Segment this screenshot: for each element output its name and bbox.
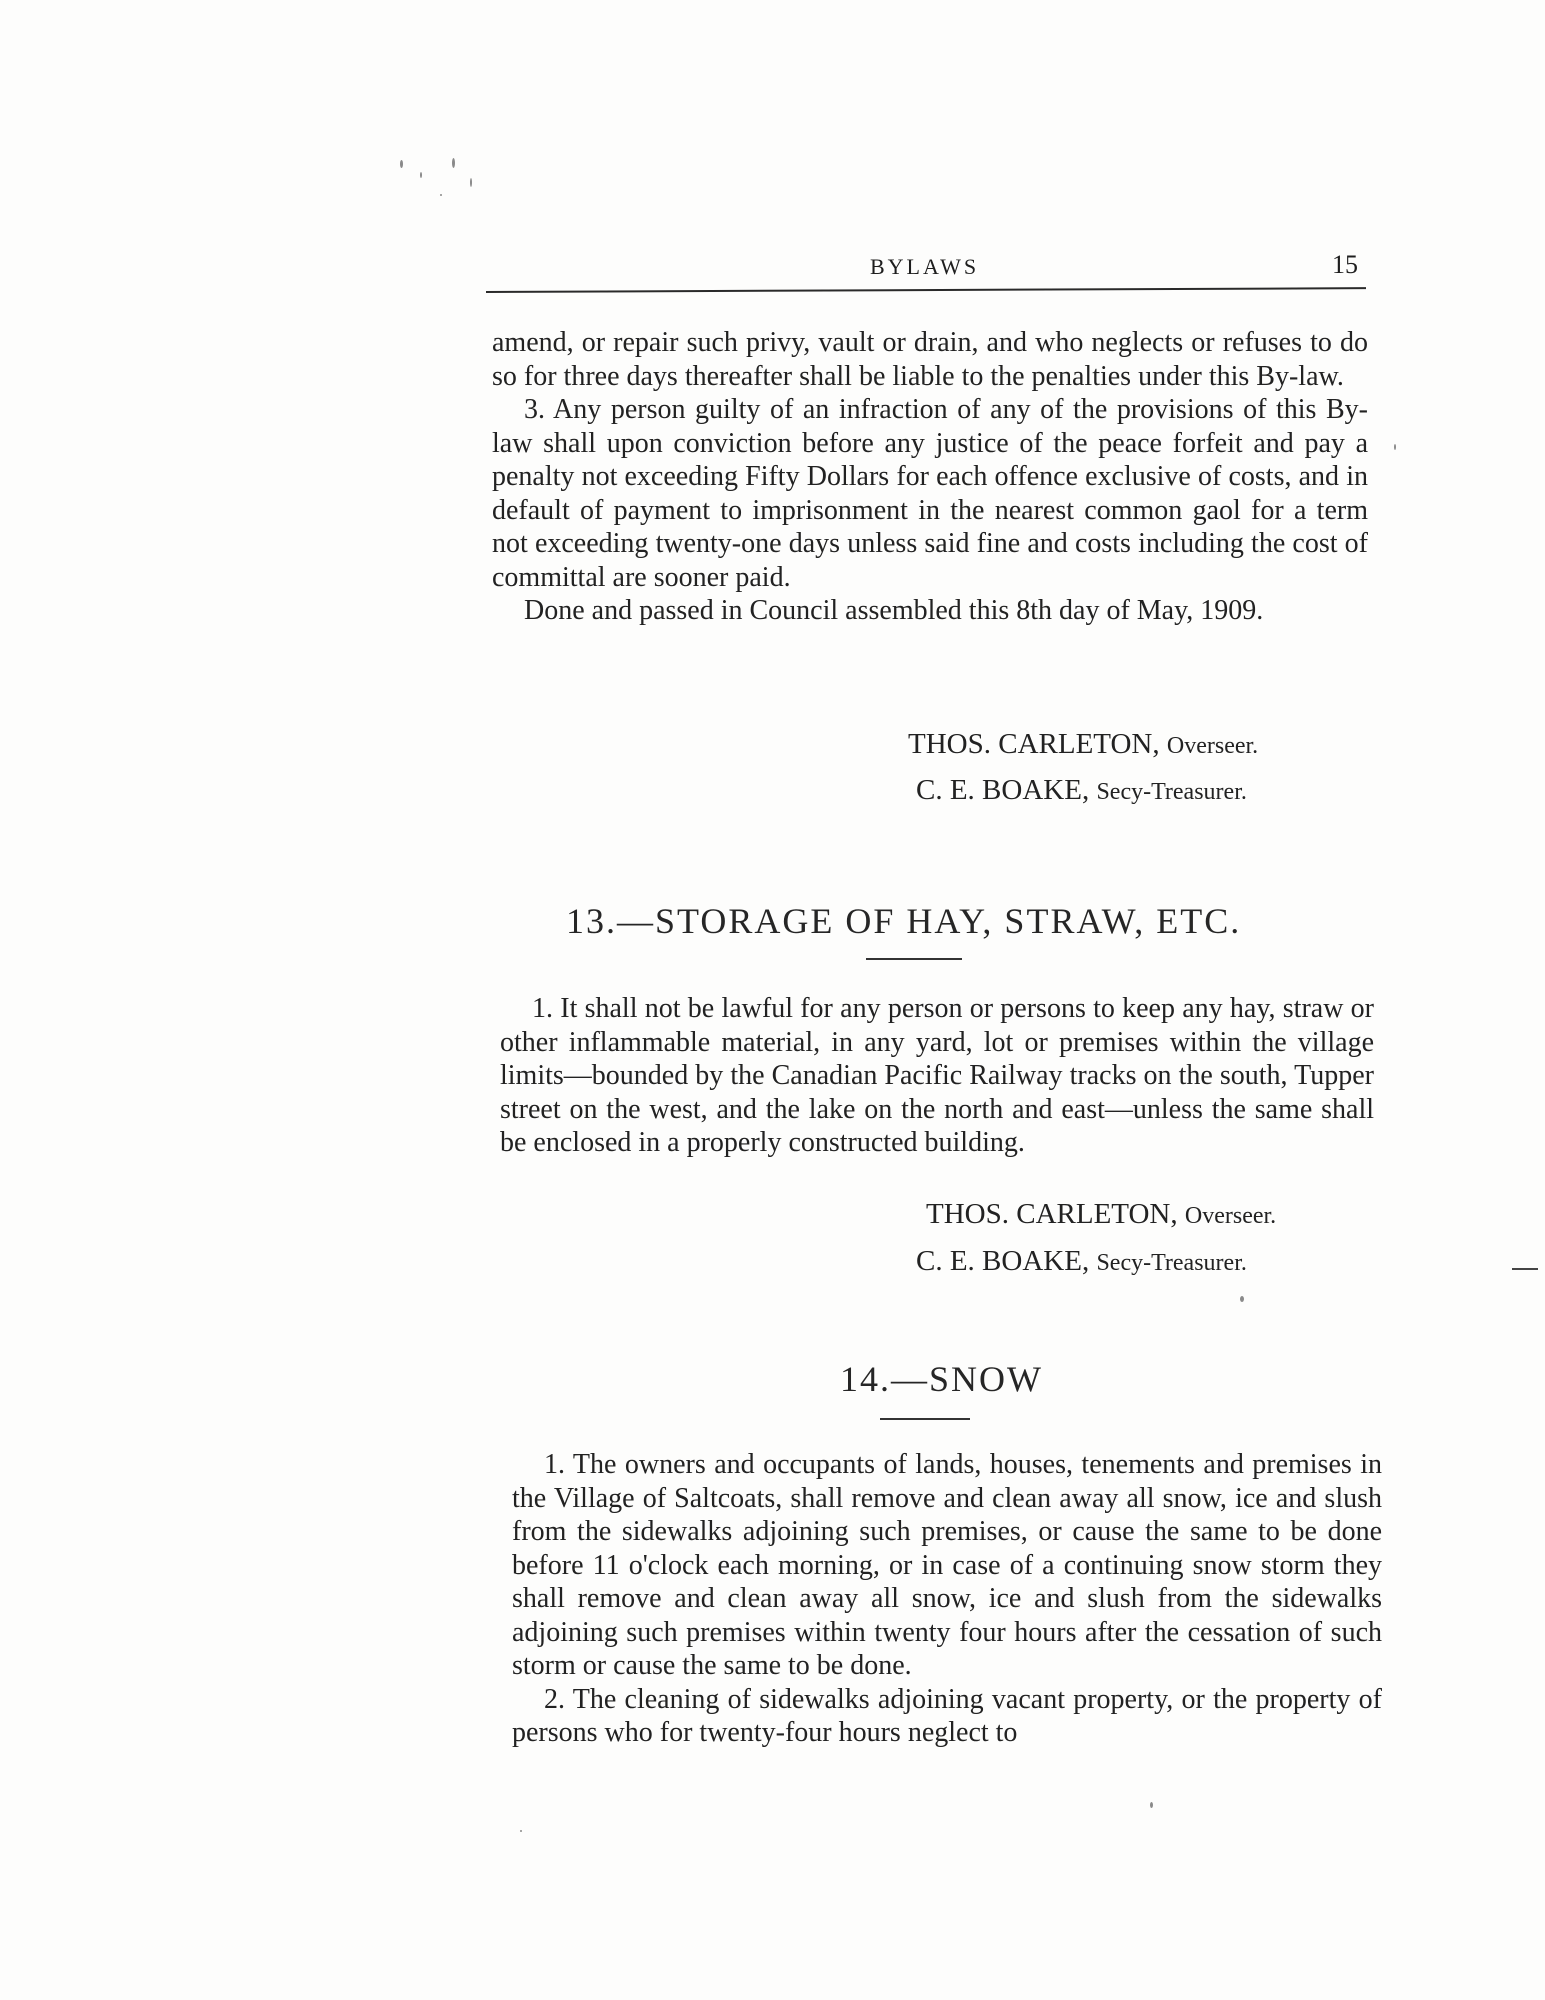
signature-name: THOS. CARLETON,: [926, 1198, 1178, 1230]
signature-name: C. E. BOAKE,: [916, 1245, 1090, 1277]
bylaw-12-passed-statement: Done and passed in Council assembled this 8th day of May, 1909.: [524, 595, 1264, 626]
bylaw-14-title: 14.—SNOW: [840, 1359, 1043, 1399]
signature-role: Overseer.: [1166, 733, 1259, 759]
page-number: 15: [1332, 250, 1358, 279]
scan-speck: [440, 194, 442, 196]
bylaw-13-signature-overseer: [926, 1196, 1276, 1234]
running-head: [486, 250, 1366, 290]
bylaw-14-para-1: 1. The owners and occupants of lands, houses, tenements and premises in the Village of Saltcoats, shall remove and clean away all snow, ice and slush from the sidewalks adjoining such premises, or cause the same to be done before 11 o'clock each morning, or in case of a continuing snow storm they shall remove and clean away all snow, ice and slush from the sidewalks adjoining such premises within twenty four hours after the cessation of such storm or cause the same to be done.: [512, 1449, 1382, 1681]
bylaw-13-signature-treasurer: [916, 1243, 1247, 1281]
scan-speck: [400, 160, 403, 168]
bylaw-12-signature-overseer: [908, 726, 1258, 764]
bylaw-14-body: [512, 1448, 1382, 1750]
bylaw-12-body: [492, 326, 1368, 628]
signature-role: Overseer.: [1184, 1203, 1277, 1229]
signature-role: Secy-Treasurer.: [1096, 779, 1247, 805]
signature-role: Secy-Treasurer.: [1096, 1250, 1247, 1276]
bylaw-12-para-continued: amend, or repair such privy, vault or drain, and who neglects or refuses to do so for three days thereafter shall be liable to the penalties under this By-law.: [492, 327, 1368, 392]
scan-speck: [1394, 444, 1396, 450]
bylaw-12-para-3: 3. Any person guilty of an infraction of any of the provisions of this By-law shall upon conviction before any justice of the peace forfeit and pay a penalty not exceeding Fifty Dollars for each offence exclusive of costs, and in default of payment to imprisonment in the nearest common gaol for a term not exceeding twenty-one days unless said fine and costs including the cost of committal are sooner paid.: [492, 394, 1368, 593]
bylaw-13-title-rule: [866, 958, 962, 960]
scan-speck: [420, 172, 422, 178]
scan-speck: [470, 178, 472, 187]
scan-speck: [1240, 1296, 1244, 1302]
scan-speck: [520, 1830, 522, 1832]
scan-edge-mark: [1512, 1268, 1538, 1270]
scan-speck: [1150, 1802, 1153, 1808]
bylaw-13-body: [500, 992, 1374, 1160]
signature-name: THOS. CARLETON,: [908, 728, 1160, 760]
bylaw-13-para-1: 1. It shall not be lawful for any person or persons to keep any hay, straw or other inflammable material, in any yard, lot or premises within the village limits—bounded by the Canadian Pacific Railway tracks on the south, Tupper street on the west, and the lake on the north and east—unless the same shall be enclosed in a properly constructed building.: [500, 993, 1374, 1158]
bylaw-13-title: 13.—STORAGE OF HAY, STRAW, ETC.: [566, 901, 1242, 941]
scan-speck: [452, 158, 455, 168]
bylaw-14-para-2: 2. The cleaning of sidewalks adjoining vacant property, or the property of persons who for twenty-four hours neglect to: [512, 1683, 1382, 1748]
signature-name: C. E. BOAKE,: [916, 774, 1090, 806]
bylaw-12-signature-treasurer: [916, 772, 1247, 810]
running-title: BYLAWS: [870, 254, 980, 279]
bylaw-14-title-rule: [880, 1418, 970, 1420]
